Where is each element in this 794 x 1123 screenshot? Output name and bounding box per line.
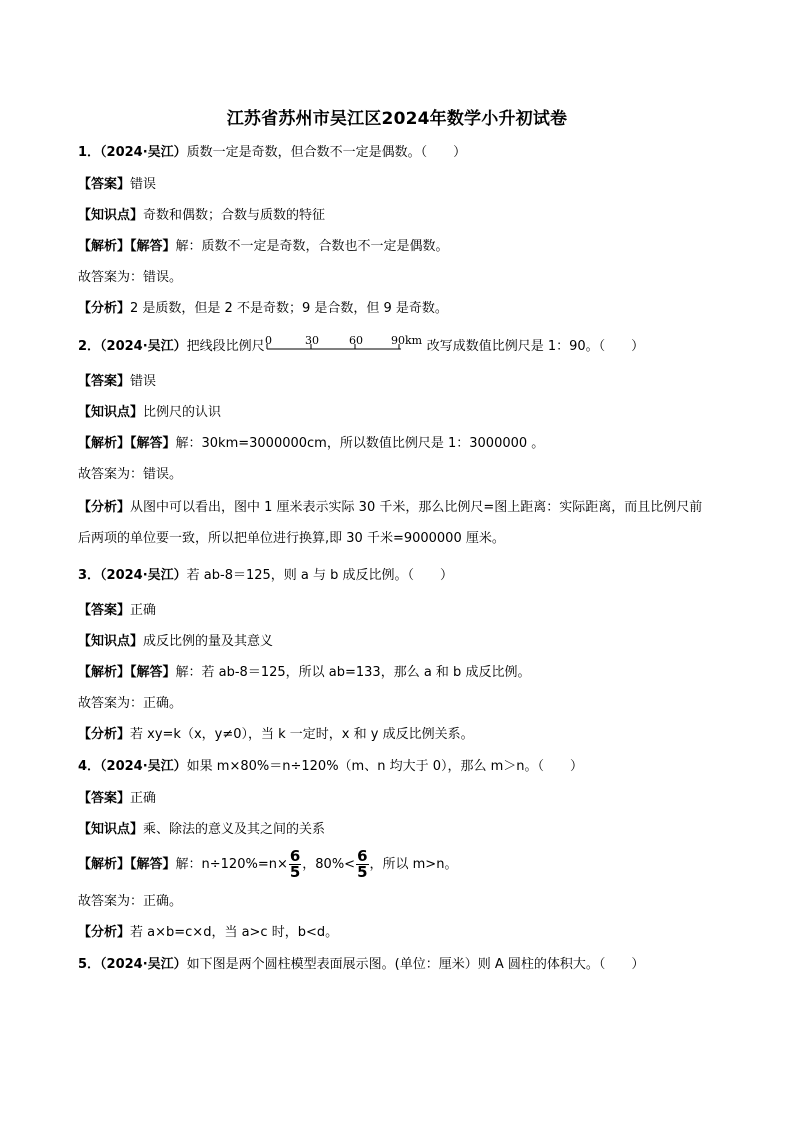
- analysis-text: 若 xy=k（x，y≠0），当 k 一定时，x 和 y 成反比例关系。: [130, 727, 474, 742]
- analysis-tag: 【分析】: [78, 500, 131, 515]
- scale-label-90km: 90km: [390, 335, 422, 347]
- knowledge-tag: 【知识点】: [78, 405, 144, 420]
- solution-text: 解：30km=3000000cm，所以数值比例尺是 1：3000000 。: [175, 436, 545, 451]
- q4-analysis: [78, 923, 338, 943]
- answer-tag: 【答案】: [78, 791, 131, 806]
- q1-final: 故答案为：错误。: [78, 270, 183, 285]
- answer-text: 正确: [130, 603, 157, 618]
- scale-label-30: 30: [304, 335, 319, 347]
- q3-analysis: [78, 725, 474, 745]
- q3-text: 若 ab-8＝125，则 a 与 b 成反比例。（ ）: [186, 568, 454, 583]
- q1-solution: [78, 237, 449, 257]
- q1-answer: [78, 175, 156, 195]
- fraction-denominator: 5: [357, 863, 368, 881]
- solution-tag: 【解析】【解答】: [78, 665, 176, 680]
- q3-solution: [78, 663, 530, 683]
- solution-tag: 【解析】【解答】: [78, 239, 176, 254]
- answer-tag: 【答案】: [78, 374, 131, 389]
- q2-solution: [78, 434, 544, 454]
- knowledge-text: 比例尺的认识: [143, 405, 222, 420]
- analysis-text: 从图中可以看出，图中 1 厘米表示实际 30 千米，那么比例尺=图上距离：实际距离，而且比例尺前后两项的单位要一致，所以把单位进行换算,即 30 千米=9000000 厘米。: [78, 500, 703, 546]
- knowledge-tag: 【知识点】: [78, 208, 144, 223]
- q3-answer: [78, 601, 156, 621]
- fraction-denominator: 5: [289, 863, 301, 881]
- fraction-six-fifths: [289, 849, 301, 880]
- q1-number: 1．: [78, 145, 101, 160]
- scale-bar-figure: [265, 335, 427, 353]
- answer-tag: 【答案】: [78, 603, 131, 618]
- q3-knowledge: [78, 632, 273, 652]
- q4-final: 故答案为：正确。: [78, 894, 183, 909]
- fraction-six-fifths: [356, 849, 368, 880]
- analysis-text: 若 a×b=c×d，当 a>c 时，b<d。: [130, 925, 339, 940]
- knowledge-tag: 【知识点】: [78, 634, 144, 649]
- q4-knowledge: [78, 820, 325, 840]
- q3-final: 故答案为：正确。: [78, 696, 183, 711]
- q4-stem: [78, 757, 583, 777]
- q2-final: 故答案为：错误。: [78, 467, 183, 482]
- solution-text-c: ，所以 m>n。: [369, 857, 458, 872]
- q1-knowledge: [78, 206, 325, 226]
- q5-number: 5．: [78, 957, 101, 972]
- q5-stem: [78, 955, 644, 975]
- analysis-tag: 【分析】: [78, 925, 131, 940]
- q2-number: 2．: [78, 339, 101, 354]
- page-title: 江苏省苏州市吴江区2024年数学小升初试卷: [226, 109, 568, 129]
- answer-tag: 【答案】: [78, 177, 131, 192]
- q4-source: （2024·吴江）: [100, 759, 187, 774]
- analysis-tag: 【分析】: [78, 727, 131, 742]
- q2-analysis: [78, 492, 714, 554]
- fraction-numerator: 6: [289, 847, 301, 865]
- knowledge-text: 奇数和偶数；合数与质数的特征: [143, 208, 326, 223]
- q5-source: （2024·吴江）: [100, 957, 187, 972]
- q2-knowledge: [78, 403, 221, 423]
- q1-analysis: [78, 299, 448, 319]
- knowledge-tag: 【知识点】: [78, 822, 144, 837]
- q3-number: 3．: [78, 568, 101, 583]
- q5-text: 如下图是两个圆柱模型表面展示图。(单位：厘米）则 A 圆柱的体积大。（ ）: [186, 957, 645, 972]
- scale-label-0: 0: [264, 335, 272, 347]
- fraction-numerator: 6: [357, 847, 368, 865]
- knowledge-text: 乘、除法的意义及其之间的关系: [143, 822, 326, 837]
- q4-answer: [78, 789, 156, 809]
- solution-tag: 【解析】【解答】: [78, 436, 176, 451]
- q2-answer: [78, 372, 156, 392]
- q3-source: （2024·吴江）: [100, 568, 187, 583]
- q2-text-a: 把线段比例尺: [186, 339, 265, 354]
- analysis-tag: 【分析】: [78, 301, 131, 316]
- q2-stem: [78, 335, 644, 357]
- q1-stem: [78, 143, 466, 163]
- q4-text: 如果 m×80%＝n÷120%（m、n 均大于 0），那么 m＞n。（ ）: [186, 759, 584, 774]
- solution-text: 解：若 ab-8＝125，所以 ab=133，那么 a 和 b 成反比例。: [175, 665, 531, 680]
- knowledge-text: 成反比例的量及其意义: [143, 634, 274, 649]
- analysis-text: 2 是质数，但是 2 不是奇数；9 是合数，但 9 是奇数。: [130, 301, 448, 316]
- solution-text-a: 解：n÷120%=n×: [175, 857, 288, 872]
- answer-text: 错误: [130, 374, 157, 389]
- q4-number: 4．: [78, 759, 101, 774]
- q1-text: 质数一定是奇数，但合数不一定是偶数。（ ）: [186, 145, 467, 160]
- q1-source: （2024·吴江）: [100, 145, 187, 160]
- q3-stem: [78, 566, 453, 586]
- answer-text: 错误: [130, 177, 157, 192]
- q4-solution: [78, 848, 457, 882]
- q2-source: （2024·吴江）: [100, 339, 187, 354]
- solution-text-b: ，80%<: [302, 857, 356, 872]
- scale-label-60: 60: [348, 335, 363, 347]
- answer-text: 正确: [130, 791, 157, 806]
- solution-text: 解：质数不一定是奇数，合数也不一定是偶数。: [175, 239, 449, 254]
- q2-text-b: 改写成数值比例尺是 1：90。（ ）: [426, 339, 645, 354]
- solution-tag: 【解析】【解答】: [78, 857, 176, 872]
